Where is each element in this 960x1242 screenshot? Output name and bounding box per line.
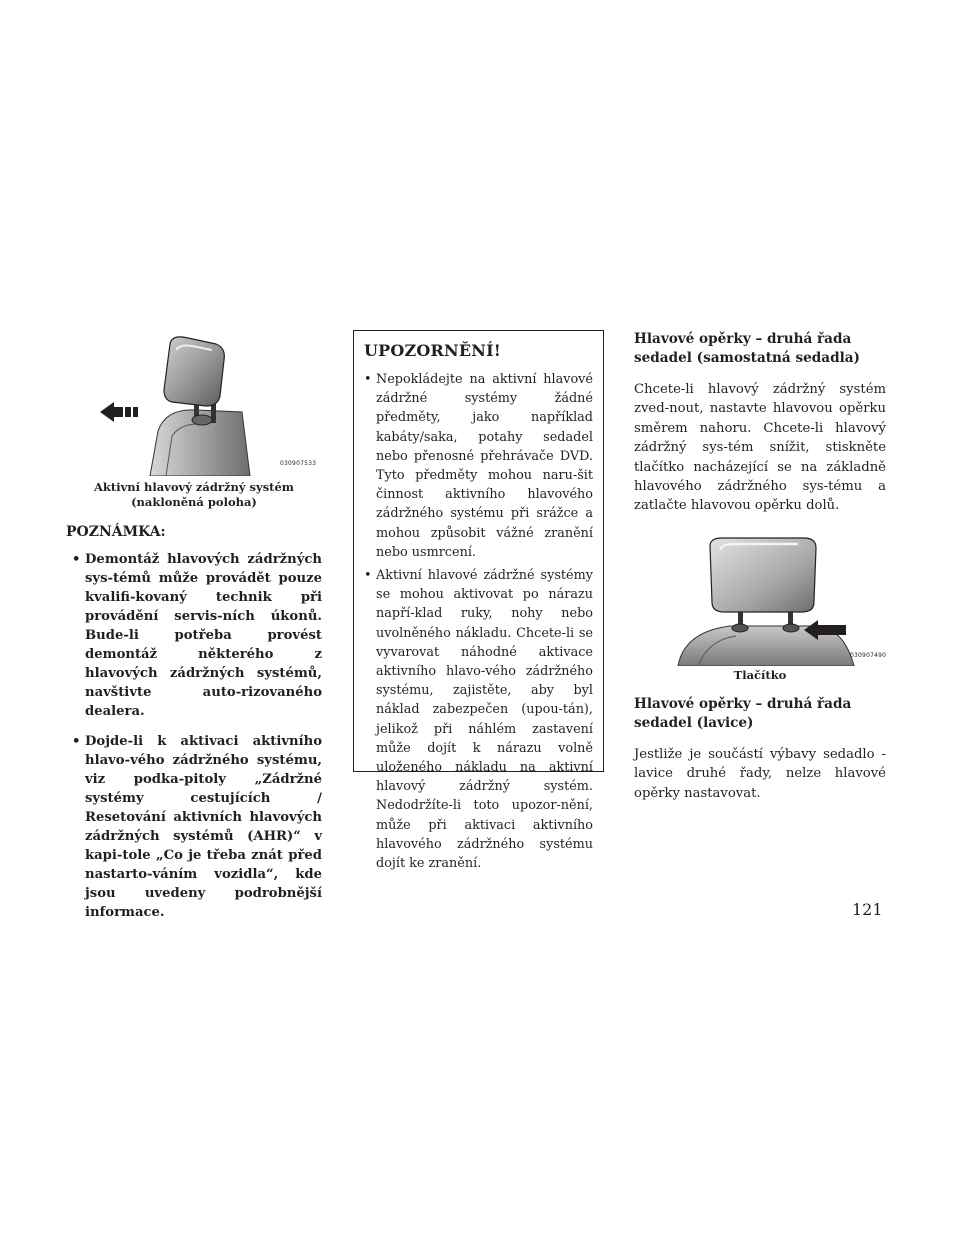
figure-head-restraint-button (638, 536, 890, 666)
note-heading: POZNÁMKA: (66, 524, 166, 540)
figure-code: 030907533 (280, 460, 317, 467)
left-column (66, 336, 322, 933)
head-restraint-tilted-illustration (66, 336, 322, 476)
figure-active-head-restraint (66, 336, 322, 476)
note-item: • Demontáž hlavových zádržných sys-témů může provádět pouze kvalifi-kovaný technik při provádění servis-ních úkonů. Bude-li potřeba provést demontáž některého z hlavových zádržných systémů, navštivte auto-rizovaného dealera. (66, 550, 322, 721)
warning-title: UPOZORNĚNÍ! (364, 341, 501, 360)
section-text-bench: Jestliže je součástí výbavy sedadlo - lavice druhé řady, nelze hlavové opěrky nastavovat. (634, 746, 886, 801)
warning-item: • Aktivní hlavové zádržné systémy se mohou aktivovat po nárazu napří-klad ruky, nohy nebo uvolněného nákladu. Chcete-li se vyvarovat náhodné aktivace aktivního hlavo-vého zádržného systému, zajistěte, aby byl náklad zabezpečen (upou-tán), jelikož při náhlém zastavení může dojít k nárazu volně uloženého nákladu na aktivní hlavový zádržný systém. Nedodržíte-li toto upozor-nění, může při aktivaci aktivního hlavového zádržného systému dojít ke zranění. (364, 566, 593, 873)
warning-column (353, 330, 604, 872)
note-item: • Dojde-li k aktivaci aktivního hlavo-vého zádržného systému, viz podka-pitoly „Zádržné systémy cestujících / Resetování aktivních hlavových zádržných systémů (AHR)“ v kapi-tole „Co je třeba znát před nastarto-váním vozidla“, kde jsou uvedeny podrobnější informace. (66, 732, 322, 922)
note-list (66, 550, 322, 922)
warning-box (353, 330, 604, 872)
warning-list (364, 370, 593, 873)
arrow-left-icon (100, 402, 138, 422)
figure-caption: Tlačítko (733, 667, 787, 682)
section-heading-individual-seats: Hlavové opěrky – druhá řada sedadel (samostatná sedadla) (634, 331, 860, 366)
head-restraint-button-illustration (638, 536, 890, 666)
figure-code: 030907490 (850, 651, 887, 659)
right-column (634, 330, 886, 817)
page-number: 121 (852, 900, 883, 919)
section-text-individual-seats: Chcete-li hlavový zádržný systém zved-nout, nastavte hlavovou opěrku směrem nahoru. Chcete-li hlavový zádržný sys-tém snížit, stiskněte tlačítko nacházející se na základně hlavového zádržného sys-tému a zatlačte hlavovou opěrku dolů. (634, 382, 886, 514)
figure-caption: Aktivní hlavový zádržný systém (nakloněná poloha) (94, 480, 294, 509)
section-heading-bench: Hlavové opěrky – druhá řada sedadel (lavice) (634, 695, 852, 731)
warning-item: • Nepokládejte na aktivní hlavové zádržné systémy žádné předměty, jako například kabáty/saka, potahy sedadel nebo přenosné přehrávače DVD. Tyto předměty mohou naru-šit činnost aktivního hlavového zádržného systému při srážce a mohou způsobit vážné zranění nebo usmrcení. (364, 370, 593, 562)
